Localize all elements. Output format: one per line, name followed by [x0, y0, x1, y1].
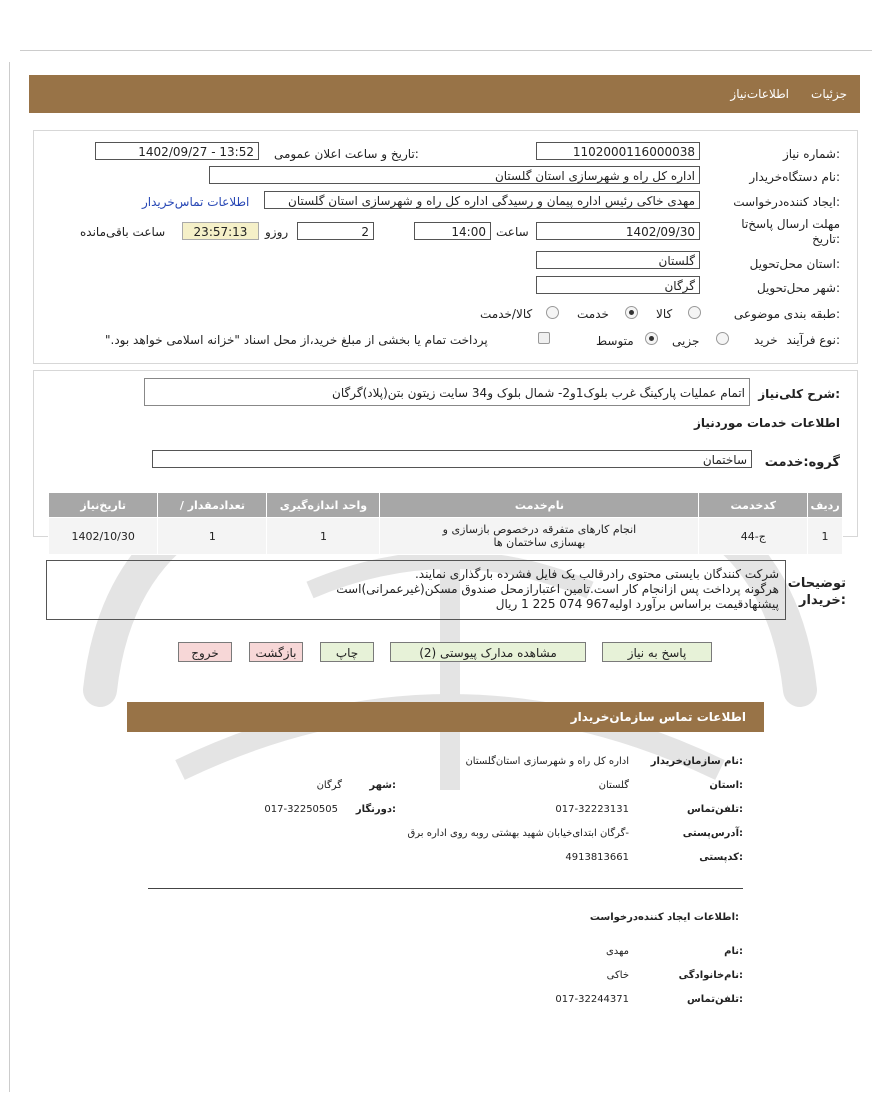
contact-city-label: شهر: — [369, 780, 396, 791]
category-goods-radio[interactable] — [688, 306, 701, 319]
reply-button[interactable]: پاسخ به نیاز — [602, 642, 712, 662]
contact-city-value: گرگان — [316, 780, 342, 791]
address-value: گرگان ابتدای‌خیابان شهید بهشتی روبه روی اداره برق- — [407, 828, 629, 839]
tab-need-info[interactable]: اطلاعات‌نیاز — [730, 87, 789, 101]
cell-service-code: ج-44 — [699, 518, 808, 555]
notes-label-line1: توضیحات — [787, 576, 846, 591]
notes-line-1: شرکت کنندگان بایستی محتوی رادرقالب یک فایل فشرده بارگذاری نمایند. — [414, 567, 779, 581]
need-number-label: شماره نیاز: — [782, 147, 840, 161]
category-both-label: کالا/خدمت — [480, 307, 533, 321]
creator-label: ایجاد کننده‌درخواست: — [733, 195, 840, 209]
page-header-bar — [29, 75, 860, 113]
contact-divider — [148, 888, 743, 889]
col-service-name: نام‌خدمت — [380, 493, 699, 518]
process-medium-radio[interactable] — [645, 332, 658, 345]
notes-line-3: پیشنهادقیمت براساس برآورد اولیه967 074 225 1 ریال — [495, 597, 779, 611]
deadline-time-field: 14:00 — [414, 222, 491, 240]
deadline-date-field: 1402/09/30 — [536, 222, 700, 240]
cell-need-date: 1402/10/30 — [49, 518, 158, 555]
process-buy-label: خرید — [754, 333, 778, 347]
group-label: گروه:خدمت — [764, 455, 840, 470]
treasury-payment-checkbox[interactable] — [538, 332, 550, 344]
delivery-province-field: گلستان — [536, 251, 700, 269]
deadline-label-line2: تاریخ: — [812, 232, 840, 246]
category-service-radio[interactable] — [625, 306, 638, 319]
buyer-label: نام دستگاه‌خریدار: — [749, 170, 840, 184]
process-minor-radio[interactable] — [716, 332, 729, 345]
days-label: روزو — [265, 225, 289, 239]
category-goods-label: کالا — [656, 307, 673, 321]
creator-family-value: خاکی — [606, 970, 629, 981]
print-button[interactable]: چاپ — [320, 642, 374, 662]
contact-province-value: گلستان — [598, 780, 629, 791]
col-service-code: کدخدمت — [699, 493, 808, 518]
fax-value: 017-32250505 — [264, 804, 338, 815]
category-label: طبقه بندی موضوعی: — [733, 307, 840, 321]
creator-phone-value: 017-32244371 — [555, 994, 629, 1005]
col-row: ردیف — [808, 493, 843, 518]
col-unit: واحد اندازه‌گیری — [267, 493, 380, 518]
days-field: 2 — [297, 222, 374, 240]
left-divider — [9, 62, 10, 1092]
contact-header-bar — [127, 702, 764, 732]
table-row — [49, 518, 843, 555]
process-minor-label: جزیی — [672, 334, 700, 348]
contact-phone-label: تلفن‌تماس: — [686, 804, 743, 815]
cell-service-name: انجام کارهای متفرقه درخصوص بازسازی و بهسازی ساختمان ها — [380, 518, 699, 555]
contact-province-label: استان: — [709, 780, 743, 791]
delivery-city-label: شهر محل‌تحویل: — [756, 281, 840, 295]
back-button[interactable]: بازگشت — [249, 642, 303, 662]
postal-code-value: 4913813661 — [565, 852, 629, 863]
remaining-label: ساعت باقی‌مانده — [80, 225, 166, 239]
services-table — [48, 492, 843, 555]
delivery-city-field: گرگان — [536, 276, 700, 294]
tab-details[interactable]: جزئیات — [811, 87, 847, 101]
col-need-date: تاریخ‌نیاز — [49, 493, 158, 518]
creator-phone-label: تلفن‌تماس: — [686, 994, 743, 1005]
exit-button[interactable]: خروج — [178, 642, 232, 662]
creator-name-label: نام: — [724, 946, 743, 957]
summary-label: شرح کلی‌نیاز: — [758, 387, 840, 401]
col-quantity: تعداد‌مقدار / — [158, 493, 267, 518]
address-label: آدرس‌پستی: — [682, 828, 743, 839]
cell-row: 1 — [808, 518, 843, 555]
notes-box — [46, 560, 786, 620]
services-title: اطلاعات خدمات موردنیاز — [693, 416, 840, 430]
deadline-label-line1: مهلت ارسال پاسخ‌تا — [741, 217, 840, 231]
category-both-radio[interactable] — [546, 306, 559, 319]
need-number-field: 1102000116000038 — [536, 142, 700, 160]
creator-family-label: نام‌خانوادگی: — [678, 970, 743, 981]
view-attachments-button[interactable]: مشاهده مدارک پیوستی (2) — [390, 642, 586, 662]
org-label: نام سازمان‌خریدار: — [650, 756, 743, 767]
delivery-province-label: استان محل‌تحویل: — [749, 257, 840, 271]
category-service-label: خدمت — [577, 307, 609, 321]
table-header-row — [49, 493, 843, 518]
creator-field: مهدی خاکی رئیس اداره پیمان و رسیدگی اداره کل راه و شهرسازی استان گلستان — [264, 191, 700, 209]
notes-line-2: هرگونه پرداخت پس ازانجام کار است.تامین اعتبارازمحل صندوق مسکن(غیرعمرانی)است — [336, 582, 779, 596]
process-type-label: نوع فرآیند: — [786, 333, 840, 347]
summary-field: اتمام عملیات پارکینگ غرب بلوک1و2- شمال بلوک و34 سایت زیتون بتن(پلاد)گرگان — [144, 378, 750, 406]
org-value: اداره کل راه و شهرسازی استان‌گلستان — [465, 756, 629, 767]
creator-name-value: مهدی — [605, 946, 629, 957]
cell-quantity: 1 — [158, 518, 267, 555]
treasury-payment-note: پرداخت تمام یا بخشی از مبلغ خرید،از محل اسناد "خزانه اسلامی خواهد بود." — [105, 333, 488, 347]
announce-label: تاریخ و ساعت اعلان عمومی: — [274, 147, 419, 161]
remaining-time-field: 23:57:13 — [182, 222, 259, 240]
buyer-field: اداره کل راه و شهرسازی استان گلستان — [209, 166, 700, 184]
deadline-time-label: ساعت — [496, 225, 529, 239]
postal-code-label: کدپستی: — [699, 852, 743, 863]
creator-info-title: اطلاعات ایجاد کننده‌درخواست: — [589, 912, 739, 923]
buyer-contact-link[interactable]: اطلاعات تماس‌خریدار — [142, 195, 250, 209]
contact-title: اطلاعات تماس سازمان‌خریدار — [570, 710, 746, 724]
notes-label-line2: خریدار: — [799, 593, 846, 608]
announce-field: 1402/09/27 - 13:52 — [95, 142, 259, 160]
process-medium-label: متوسط — [596, 334, 634, 348]
fax-label: دورنگار: — [355, 804, 396, 815]
cell-unit: 1 — [267, 518, 380, 555]
top-divider — [20, 50, 872, 51]
contact-phone-value: 017-32223131 — [555, 804, 629, 815]
group-field: ساختمان — [152, 450, 752, 468]
